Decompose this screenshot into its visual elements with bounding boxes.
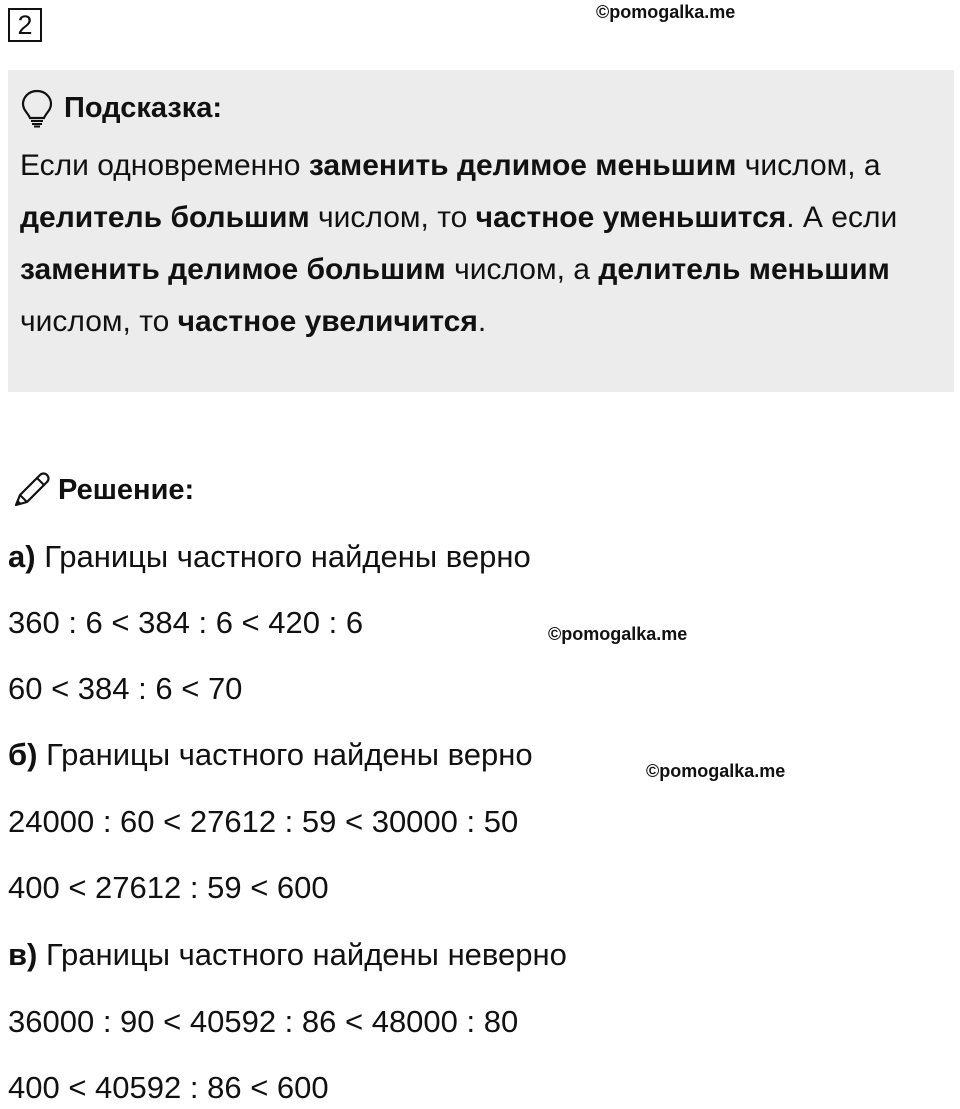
hint-run: числом, то [309, 201, 476, 234]
part-a-expr2: 60 < 384 : 6 < 70 [8, 671, 243, 706]
part-b-verdict [8, 735, 533, 775]
hint-run: числом, а [445, 253, 599, 286]
hint-run: . А если [786, 201, 898, 234]
part-c-expr1: 36000 : 90 < 40592 : 86 < 48000 : 80 [8, 1004, 519, 1039]
part-a-expr1: 360 : 6 < 384 : 6 < 420 : 6 [8, 605, 364, 640]
part-b-expr1: 24000 : 60 < 27612 : 59 < 30000 : 50 [8, 804, 519, 839]
hint-emphasis: заменить делимое большим [20, 253, 446, 286]
hint-emphasis: частное увеличится [177, 305, 478, 338]
hint-emphasis: делитель меньшим [598, 253, 890, 286]
verdict-text: Границы частного найдены неверно [37, 937, 567, 972]
hint-run: . [477, 305, 487, 338]
solution-title: Решение: [58, 473, 195, 506]
pencil-icon [10, 469, 52, 511]
part-label: б) [8, 737, 38, 772]
part-a-verdict [8, 537, 531, 577]
part-c-expr2: 400 < 40592 : 86 < 600 [8, 1070, 329, 1105]
hint-header [20, 80, 940, 136]
part-label: в) [8, 937, 38, 972]
hint-text [20, 140, 940, 348]
hint-run: Если одновременно [20, 149, 309, 182]
hint-run: числом, а [736, 149, 881, 182]
hint-run: числом, то [20, 305, 178, 338]
hint-emphasis: заменить делимое меньшим [308, 149, 737, 182]
watermark: ©pomogalka.me [548, 624, 688, 644]
hint-title: Подсказка: [64, 91, 223, 124]
verdict-text: Границы частного найдены верно [37, 737, 533, 772]
part-b-expr2: 400 < 27612 : 59 < 600 [8, 870, 329, 905]
hint-emphasis: делитель большим [20, 201, 310, 234]
hint-box [8, 70, 954, 392]
watermark: ©pomogalka.me [596, 2, 736, 22]
watermark: ©pomogalka.me [646, 761, 786, 781]
part-c-verdict [8, 935, 567, 975]
part-label: а) [8, 539, 36, 574]
hint-emphasis: частное уменьшится [475, 201, 787, 234]
task-number: 2 [8, 8, 42, 42]
lightbulb-icon [20, 88, 54, 128]
solution-header [10, 466, 194, 514]
verdict-text: Границы частного найдены верно [35, 539, 531, 574]
